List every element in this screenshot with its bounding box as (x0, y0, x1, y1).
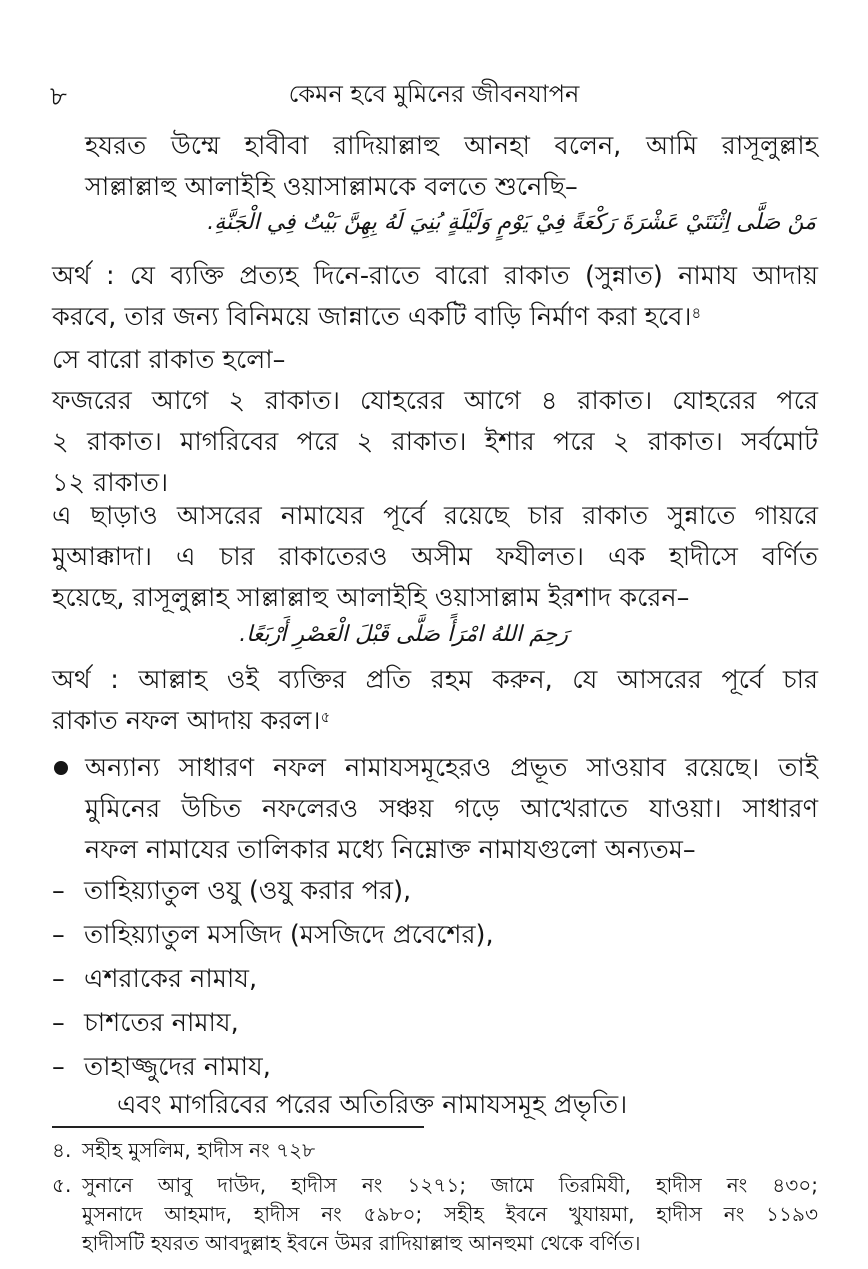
running-title: কেমন হবে মুমিনের জীবনযাপন (288, 80, 580, 108)
footnote-ref-4: ৪ (691, 304, 702, 322)
twelve-rakat-paragraph (52, 340, 818, 504)
meaning-line: অর্থ : আল্লাহ ওই ব্যক্তির প্রতি রহম করুন, যে আসরের পূর্বে চার (52, 665, 818, 695)
bullet-paragraph (52, 748, 818, 871)
list-item: – তাহিয়্যাতুল ওযু (ওযু করার পর), (52, 873, 411, 909)
asr-line: মুআক্কাদা। এ চার রাকাতেরও অসীম ফযীলত। এক হাদীসে বর্ণিত (52, 542, 818, 572)
hadith-2-meaning (52, 660, 818, 742)
dash-icon: – (52, 876, 65, 906)
footnote-number: ৫. (52, 1173, 72, 1197)
intro-line: হযরত উম্মে হাবীবা রাদিয়াল্লাহু আনহা বলেন, আমি রাসূলুল্লাহ (85, 131, 818, 161)
asr-paragraph (52, 496, 818, 619)
list-item: – তাহিয়্যাতুল মসজিদ (মসজিদে প্রবেশের), (52, 917, 494, 953)
rakat-line: ২ রাকাত। মাগরিবের পরে ২ রাকাত। ইশার পরে ২ রাকাত। সর্বমোট (52, 427, 818, 457)
bullet-text: অন্যান্য সাধারণ নফল নামাযসমূহেরও প্রভূত সাওয়াব রয়েছে। তাই মুমিনের উচিত নফলেরও সঞ্চয় গড়ে আখেরাতে যাওয়া। সাধারণ নফল নামাযের তালিকার মধ্যে নিম্নোক্ত নামাযগুলো অন্যতম– (85, 753, 818, 865)
page-number: ৮ (50, 82, 67, 112)
footnote-number: ৪. (52, 1138, 72, 1162)
list-item: – তাহাজ্জুদের নামায, (52, 1049, 271, 1085)
footnote-5 (52, 1171, 818, 1261)
footnote-divider (52, 1126, 424, 1128)
footnote-ref-5: ৫ (320, 708, 331, 726)
rakat-line: ১২ রাকাত। (52, 468, 169, 498)
bullet-icon (54, 761, 68, 775)
list-item: – চাশতের নামায, (52, 1005, 239, 1041)
section-heading: সে বারো রাকাত হলো– (52, 345, 286, 375)
intro-paragraph (52, 126, 818, 208)
arabic-hadith-1: مَنْ صَلَّى اِثْنَتَيْ عَشْرَةَ رَكْعَةً فِيْ يَوْمٍ وَلَيْلَةٍ بُنِيَ لَهُ بِهِنَّ بَيْتٌ فِي الْجَنَّةِ. (207, 210, 816, 235)
footnote-text: সহীহ মুসলিম, হাদীস নং ৭২৮ (82, 1138, 316, 1162)
dash-icon: – (52, 1052, 65, 1082)
rakat-line: ফজরের আগে ২ রাকাত। যোহরের আগে ৪ রাকাত। যোহরের পরে (52, 386, 818, 416)
meaning-line: অর্থ : যে ব্যক্তি প্রত্যহ দিনে-রাতে বারো রাকাত (সুন্নাত) নামায আদায় (52, 261, 818, 291)
dash-icon: – (52, 964, 65, 994)
meaning-line: রাকাত নফল আদায় করল।$^৫$ (52, 706, 331, 736)
footnote-text: সুনানে আবু দাউদ, হাদীস নং ১২৭১; জামে তিরমিযী, হাদীস নং ৪৩০; মুসনাদে আহমাদ, হাদীস নং ৫৯৮০; সহীহ ইবনে খুযায়মা, হাদীস নং ১১৯৩ হাদীসটি হযরত আবদুল্লাহ ইবনে উমর রাদিয়াল্লাহু আনহুমা থেকে বর্ণিত। (82, 1173, 818, 1255)
dash-icon: – (52, 920, 65, 950)
asr-line: এ ছাড়াও আসরের নামাযের পূর্বে রয়েছে চার রাকাত সুন্নাতে গায়রে (52, 501, 818, 531)
intro-line: সাল্লাল্লাহু আলাইহি ওয়াসাল্লামকে বলতে শুনেছি– (85, 172, 578, 202)
page-header (0, 72, 868, 112)
arabic-hadith-2: رَحِمَ اللهُ امْرَأً صَلَّى قَبْلَ الْعَصْرِ أَرْبَعًا. (239, 622, 568, 647)
list-item: – এশরাকের নামায, (52, 961, 257, 997)
dash-icon: – (52, 1008, 65, 1038)
footnote-4 (52, 1136, 818, 1166)
asr-line: হয়েছে, রাসূলুল্লাহ সাল্লাল্লাহু আলাইহি ওয়াসাল্লাম ইরশাদ করেন– (52, 583, 690, 613)
hadith-1-meaning (52, 256, 818, 338)
meaning-line: করবে, তার জন্য বিনিময়ে জান্নাতে একটি বাড়ি নির্মাণ করা হবে।$^৪$ (52, 302, 702, 332)
list-closing: এবং মাগরিবের পরের অতিরিক্ত নামাযসমূহ প্রভৃতি। (117, 1090, 628, 1120)
